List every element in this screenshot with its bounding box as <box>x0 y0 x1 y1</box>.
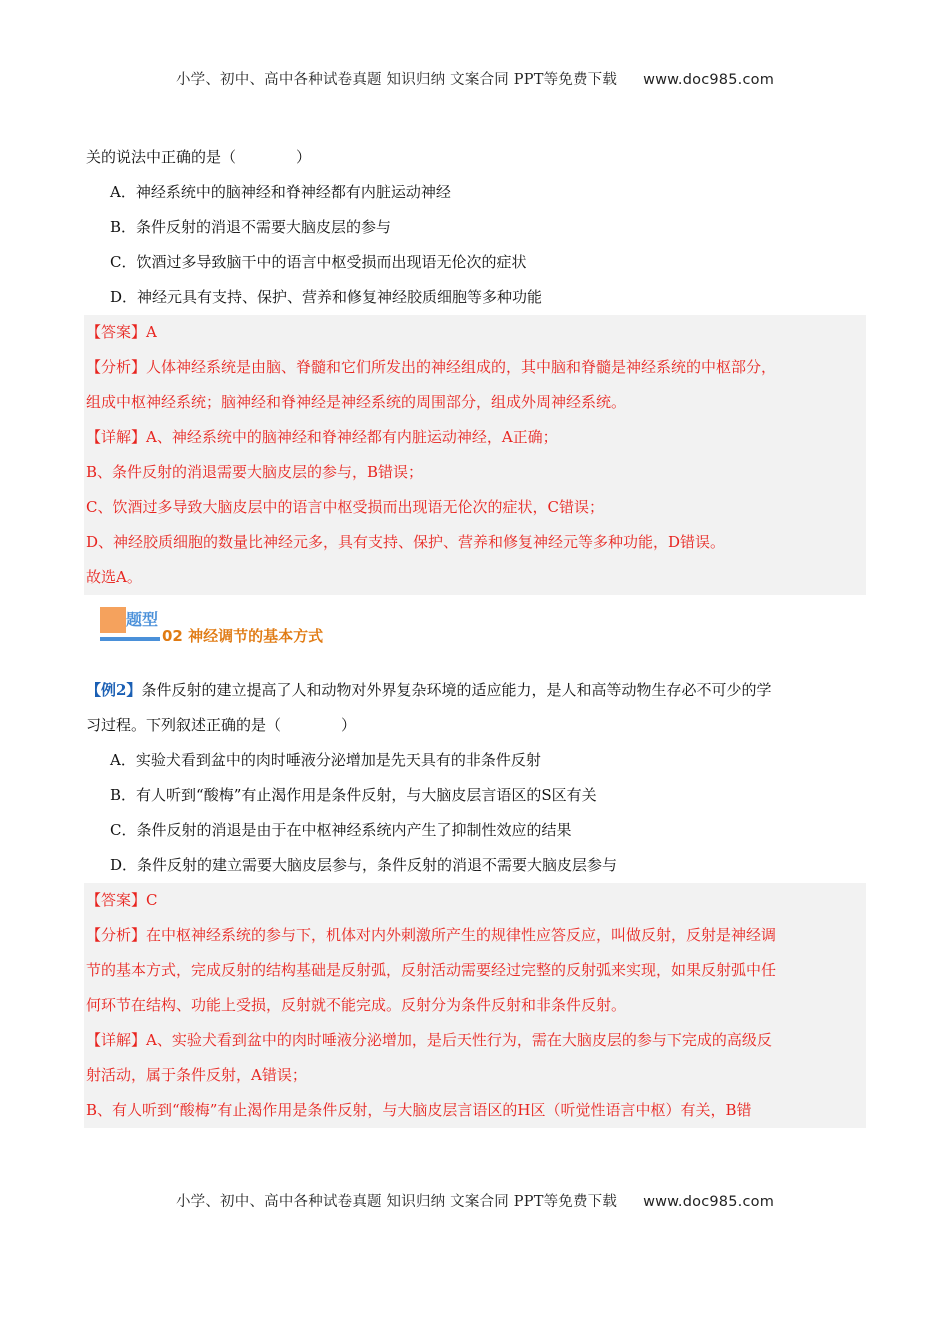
q2-stem-line-1 <box>86 673 866 708</box>
q1-analysis-line-2: 组成中枢神经系统；脑神经和脊神经是神经系统的周围部分，组成外周神经系统。 <box>86 393 627 411</box>
q1-detail-line-1 <box>86 420 866 455</box>
q1-detail-line-5: 故选A。 <box>86 568 142 586</box>
document-body <box>86 140 866 1128</box>
analysis-tag: 【分析】 <box>86 926 147 944</box>
q2-detail-line-3: B、有人听到“酸梅”有止渴作用是条件反射，与大脑皮层言语区的H区（听觉性语言中枢）有关，B错 <box>86 1101 752 1119</box>
answer-value: C <box>146 891 158 909</box>
q1-analysis-line-1 <box>86 350 866 385</box>
q1-detail-line-2: B、条件反射的消退需要大脑皮层的参与，B错误； <box>86 463 424 481</box>
analysis-text: 人体神经系统是由脑、脊髓和它们所发出的神经组成的，其中脑和脊髓是神经系统的中枢部分， <box>146 358 777 376</box>
q2-tag: 【例2】 <box>86 681 142 699</box>
q2-option-a: A．实验犬看到盆中的肉时唾液分泌增加是先天具有的非条件反射 <box>110 751 541 769</box>
q2-option-d: D．条件反射的建立需要大脑皮层参与，条件反射的消退不需要大脑皮层参与 <box>110 856 618 874</box>
header-text: 小学、初中、高中各种试卷真题 知识归纳 文案合同 PPT等免费下载 <box>175 72 618 88</box>
answer-tag: 【答案】 <box>86 891 147 909</box>
q2-option-b: B．有人听到“酸梅”有止渴作用是条件反射，与大脑皮层言语区的S区有关 <box>110 786 597 804</box>
answer-tag: 【答案】 <box>86 323 147 341</box>
q2-stem-text: 条件反射的建立提高了人和动物对外界复杂环境的适应能力，是人和高等动物生存必不可少的学 <box>141 681 772 699</box>
q1-detail-line-4: D、神经胶质细胞的数量比神经元多，具有支持、保护、营养和修复神经元等多种功能，D错误。 <box>86 533 726 551</box>
q1-option-b: B．条件反射的消退不需要大脑皮层的参与 <box>110 218 392 236</box>
detail-tag: 【详解】 <box>86 1031 147 1049</box>
q2-stem-line-2: 习过程。下列叙述正确的是（ ） <box>86 716 357 734</box>
q2-answer-block <box>84 883 866 1128</box>
q2-answer-line <box>86 883 866 918</box>
q1-option-d: D．神经元具有支持、保护、营养和修复神经胶质细胞等多种功能 <box>110 288 543 306</box>
detail-tag: 【详解】 <box>86 428 147 446</box>
section-icon <box>100 607 126 633</box>
detail-text: A、神经系统中的脑神经和脊神经都有内脏运动神经，A正确； <box>146 428 558 446</box>
footer-text: 小学、初中、高中各种试卷真题 知识归纳 文案合同 PPT等免费下载 <box>175 1194 618 1210</box>
section-underline <box>100 637 160 641</box>
answer-value: A <box>146 323 157 341</box>
analysis-text: 在中枢神经系统的参与下，机体对内外刺激所产生的规律性应答反应，叫做反射，反射是神经调 <box>146 926 777 944</box>
q1-option-c: C．饮酒过多导致脑干中的语言中枢受损而出现语无伦次的症状 <box>110 253 527 271</box>
section-heading <box>86 601 866 659</box>
section-title: 02 神经调节的基本方式 <box>162 627 324 645</box>
q1-option-a: A．神经系统中的脑神经和脊神经都有内脏运动神经 <box>110 183 451 201</box>
q1-stem-tail: 关的说法中正确的是（ ） <box>86 148 312 166</box>
page-header <box>0 68 950 89</box>
q2-analysis-line-2: 节的基本方式，完成反射的结构基础是反射弧，反射活动需要经过完整的反射弧来实现，如果反射弧中任 <box>86 961 777 979</box>
page-footer <box>0 1190 950 1211</box>
footer-site-link[interactable]: www.doc985.com <box>643 1194 775 1210</box>
q1-answer-block <box>84 315 866 595</box>
q1-answer-line <box>86 315 866 350</box>
q2-detail-line-1 <box>86 1023 866 1058</box>
q2-analysis-line-1 <box>86 918 866 953</box>
detail-text: A、实验犬看到盆中的肉时唾液分泌增加，是后天性行为，需在大脑皮层的参与下完成的高级反 <box>146 1031 772 1049</box>
analysis-tag: 【分析】 <box>86 358 147 376</box>
q2-option-c: C．条件反射的消退是由于在中枢神经系统内产生了抑制性效应的结果 <box>110 821 572 839</box>
q2-detail-line-2: 射活动，属于条件反射，A错误； <box>86 1066 307 1084</box>
q1-detail-line-3: C、饮酒过多导致大脑皮层中的语言中枢受损而出现语无伦次的症状，C错误； <box>86 498 604 516</box>
q2-analysis-line-3: 何环节在结构、功能上受损，反射就不能完成。反射分为条件反射和非条件反射。 <box>86 996 627 1014</box>
header-site-link[interactable]: www.doc985.com <box>643 72 775 88</box>
section-tag: 题型 <box>126 610 159 629</box>
